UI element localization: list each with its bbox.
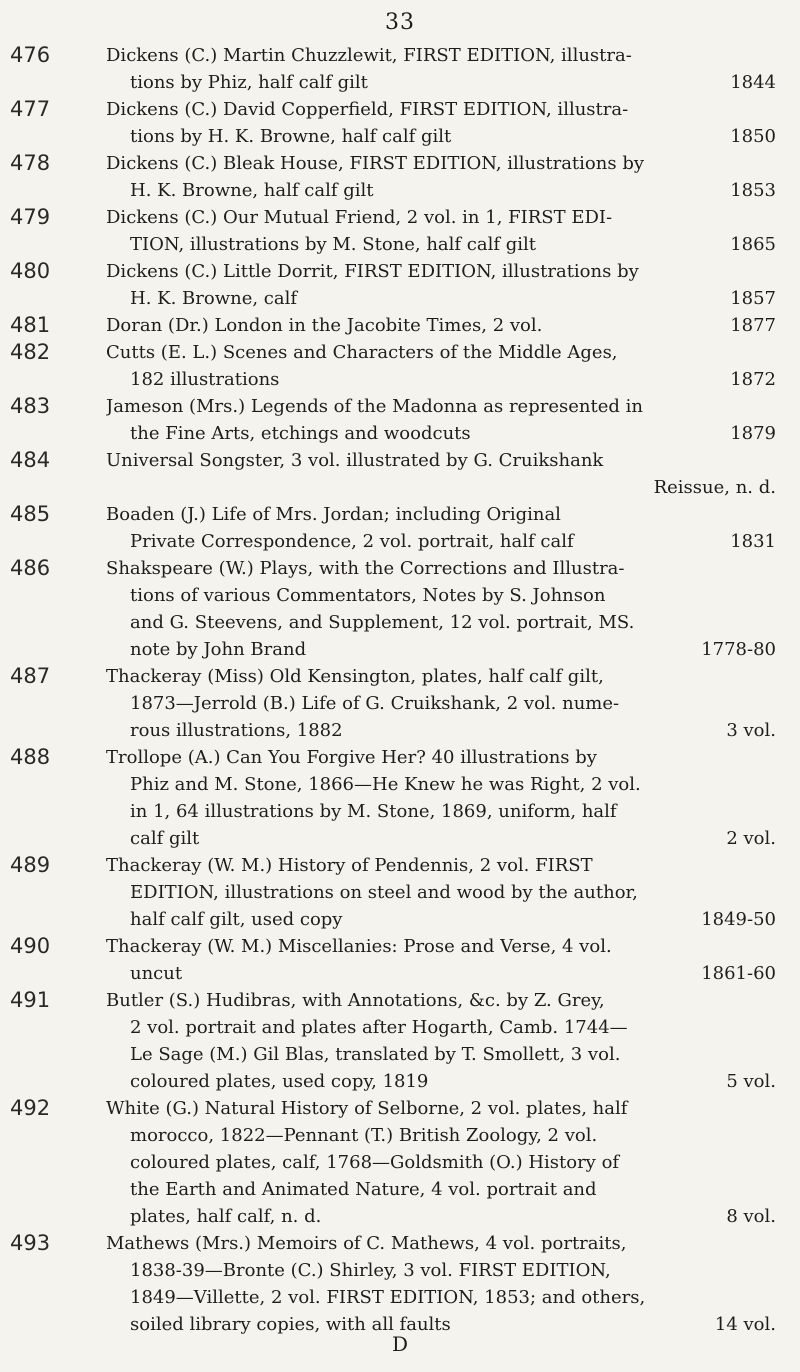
lot-number: 477 bbox=[10, 97, 51, 121]
entry-date: 8 vol. bbox=[726, 1206, 776, 1227]
entry-line: H. K. Browne, calf 1857 bbox=[106, 285, 776, 312]
entry-date: 1857 bbox=[730, 288, 776, 309]
entry-line: note by John Brand 1778-80 bbox=[106, 636, 776, 663]
entry-line: Dickens (C.) Our Mutual Friend, 2 vol. in 1, FIRST EDI- bbox=[106, 207, 613, 228]
entry-line: TION, illustrations by M. Stone, half calf gilt 1865 bbox=[106, 231, 776, 258]
lot-number: 491 bbox=[10, 988, 51, 1012]
entry-date: Reissue, n. d. bbox=[653, 477, 776, 498]
catalogue-entry bbox=[10, 501, 776, 555]
lot-number: 482 bbox=[10, 340, 51, 364]
catalogue-entry bbox=[10, 1095, 776, 1230]
entry-date: 2 vol. bbox=[726, 828, 776, 849]
entry-line: Shakspeare (W.) Plays, with the Corrections and Illustra- bbox=[106, 558, 625, 579]
lot-number: 490 bbox=[10, 934, 51, 958]
entry-date: 1849-50 bbox=[701, 909, 776, 930]
lot-number: 486 bbox=[10, 556, 51, 580]
entry-line: morocco, 1822—Pennant (T.) British Zoology, 2 vol. bbox=[130, 1125, 598, 1146]
entry-line: White (G.) Natural History of Selborne, 2 vol. plates, half bbox=[106, 1098, 628, 1119]
catalogue-entry bbox=[10, 258, 776, 312]
entry-line: Cutts (E. L.) Scenes and Characters of the Middle Ages, bbox=[106, 342, 618, 363]
lot-number: 480 bbox=[10, 259, 51, 283]
entry-line: tions by Phiz, half calf gilt 1844 bbox=[106, 69, 776, 96]
entry-line: Jameson (Mrs.) Legends of the Madonna as represented in bbox=[106, 396, 643, 417]
entry-line: Universal Songster, 3 vol. illustrated by G. Cruikshank bbox=[106, 450, 604, 471]
lot-number: 488 bbox=[10, 745, 51, 769]
entry-line: rous illustrations, 1882 3 vol. bbox=[106, 717, 776, 744]
catalogue-entry bbox=[10, 393, 776, 447]
entry-date: 1844 bbox=[730, 72, 776, 93]
entry-line bbox=[106, 474, 776, 501]
catalogue-entry bbox=[10, 150, 776, 204]
entry-line: Dickens (C.) Little Dorrit, FIRST EDITION, illustrations by bbox=[106, 261, 639, 282]
entry-line: tions by H. K. Browne, half calf gilt 1850 bbox=[106, 123, 776, 150]
entry-date: 1778-80 bbox=[701, 639, 776, 660]
catalogue-entry bbox=[10, 447, 776, 501]
lot-number: 476 bbox=[10, 43, 51, 67]
lot-number: 481 bbox=[10, 313, 51, 337]
entry-line: Butler (S.) Hudibras, with Annotations, &c. by Z. Grey, bbox=[106, 990, 605, 1011]
entry-line: Thackeray (W. M.) Miscellanies: Prose and Verse, 4 vol. bbox=[106, 936, 612, 957]
lot-number: 485 bbox=[10, 502, 51, 526]
entry-date: 1861-60 bbox=[701, 963, 776, 984]
entry-line: Mathews (Mrs.) Memoirs of C. Mathews, 4 vol. portraits, bbox=[106, 1233, 627, 1254]
entry-line: calf gilt 2 vol. bbox=[106, 825, 776, 852]
entry-date: 14 vol. bbox=[714, 1314, 776, 1335]
entry-line: Trollope (A.) Can You Forgive Her? 40 illustrations by bbox=[106, 747, 597, 768]
entry-line: 1873—Jerrold (B.) Life of G. Cruikshank, 2 vol. nume- bbox=[130, 693, 620, 714]
lot-number: 483 bbox=[10, 394, 51, 418]
catalogue-entry bbox=[10, 204, 776, 258]
entry-line: soiled library copies, with all faults 14 vol. bbox=[106, 1311, 776, 1338]
entry-line: H. K. Browne, half calf gilt 1853 bbox=[106, 177, 776, 204]
entry-line: Doran (Dr.) London in the Jacobite Times, 2 vol. 1877 bbox=[106, 312, 776, 339]
entry-line: 2 vol. portrait and plates after Hogarth, Camb. 1744— bbox=[130, 1017, 628, 1038]
entry-line: coloured plates, calf, 1768—Goldsmith (O.) History of bbox=[130, 1152, 620, 1173]
catalogue-entry bbox=[10, 744, 776, 852]
entry-line: Dickens (C.) Bleak House, FIRST EDITION, illustrations by bbox=[106, 153, 645, 174]
entry-line: Le Sage (M.) Gil Blas, translated by T. Smollett, 3 vol. bbox=[130, 1044, 621, 1065]
entry-date: 1872 bbox=[730, 369, 776, 390]
entry-line: Boaden (J.) Life of Mrs. Jordan; including Original bbox=[106, 504, 561, 525]
signature-mark: D bbox=[391, 1332, 409, 1356]
catalogue-entry bbox=[10, 96, 776, 150]
entry-date: 1865 bbox=[730, 234, 776, 255]
entry-date: 1877 bbox=[730, 315, 776, 336]
entry-line: and G. Steevens, and Supplement, 12 vol. portrait, MS. bbox=[130, 612, 635, 633]
catalogue-entry bbox=[10, 852, 776, 933]
entry-line: Private Correspondence, 2 vol. portrait, half calf 1831 bbox=[106, 528, 776, 555]
entry-line: Dickens (C.) Martin Chuzzlewit, FIRST EDITION, illustra- bbox=[106, 45, 632, 66]
lot-number: 492 bbox=[10, 1096, 51, 1120]
entry-date: 1853 bbox=[730, 180, 776, 201]
entry-line: in 1, 64 illustrations by M. Stone, 1869, uniform, half bbox=[130, 801, 617, 822]
lot-number: 487 bbox=[10, 664, 51, 688]
entry-line: 1849—Villette, 2 vol. FIRST EDITION, 1853; and others, bbox=[130, 1287, 646, 1308]
lot-number: 493 bbox=[10, 1231, 51, 1255]
catalogue-entry bbox=[10, 555, 776, 663]
catalogue-entry bbox=[10, 987, 776, 1095]
entry-date: 1850 bbox=[730, 126, 776, 147]
entry-line: 1838-39—Bronte (C.) Shirley, 3 vol. FIRST EDITION, bbox=[130, 1260, 611, 1281]
page-number: 33 bbox=[385, 10, 415, 35]
catalogue-entry bbox=[10, 933, 776, 987]
entry-line: coloured plates, used copy, 1819 5 vol. bbox=[106, 1068, 776, 1095]
entry-line: uncut 1861-60 bbox=[106, 960, 776, 987]
entry-line: plates, half calf, n. d. 8 vol. bbox=[106, 1203, 776, 1230]
entry-line: Thackeray (W. M.) History of Pendennis, 2 vol. FIRST bbox=[106, 855, 593, 876]
lot-number: 479 bbox=[10, 205, 51, 229]
lot-number: 489 bbox=[10, 853, 51, 877]
entry-line: half calf gilt, used copy 1849-50 bbox=[106, 906, 776, 933]
lot-number: 478 bbox=[10, 151, 51, 175]
catalogue-entry bbox=[10, 42, 776, 96]
catalogue-entry bbox=[10, 1230, 776, 1338]
entry-line: Phiz and M. Stone, 1866—He Knew he was Right, 2 vol. bbox=[130, 774, 641, 795]
entry-line: tions of various Commentators, Notes by S. Johnson bbox=[130, 585, 606, 606]
entry-date: 3 vol. bbox=[726, 720, 776, 741]
catalogue-entry bbox=[10, 663, 776, 744]
entry-line: EDITION, illustrations on steel and wood by the author, bbox=[130, 882, 638, 903]
catalogue-entries bbox=[10, 42, 776, 1338]
entry-line: the Earth and Animated Nature, 4 vol. portrait and bbox=[130, 1179, 597, 1200]
catalogue-entry bbox=[10, 339, 776, 393]
entry-date: 5 vol. bbox=[726, 1071, 776, 1092]
entry-line: 182 illustrations 1872 bbox=[106, 366, 776, 393]
entry-date: 1879 bbox=[730, 423, 776, 444]
entry-line: Thackeray (Miss) Old Kensington, plates, half calf gilt, bbox=[106, 666, 604, 687]
entry-line: Dickens (C.) David Copperfield, FIRST EDITION, illustra- bbox=[106, 99, 629, 120]
entry-line: the Fine Arts, etchings and woodcuts 1879 bbox=[106, 420, 776, 447]
catalogue-entry bbox=[10, 312, 776, 339]
lot-number: 484 bbox=[10, 448, 51, 472]
entry-date: 1831 bbox=[730, 531, 776, 552]
